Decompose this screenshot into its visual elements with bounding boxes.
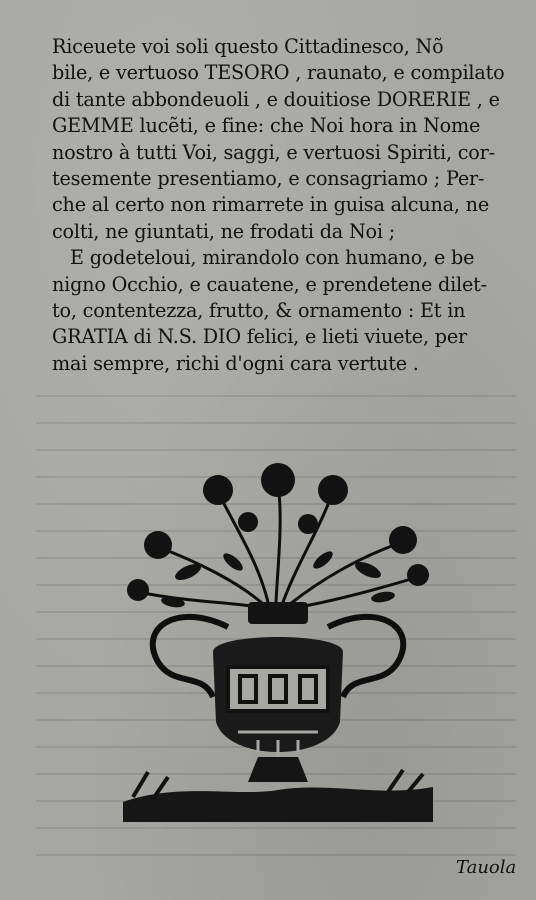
text-line: GRATIA di N.S. DIO felici, e lieti viuete, per — [52, 325, 467, 349]
text-line: nostro à tutti Voi, saggi, e vertuosi Spiriti, cor- — [52, 140, 495, 164]
text-line: che al certo non rimarrete in guisa alcuna, ne — [52, 193, 489, 217]
text-line: to, contentezza, frutto, & ornamento : Et in — [52, 299, 466, 323]
text-line: di tante abbondeuoli , e douitiose DORERIE , e — [52, 87, 500, 111]
text-line: tesemente presentiamo, e consagriamo ; Per- — [52, 167, 485, 191]
vase-woodcut — [118, 452, 438, 832]
body-text — [52, 34, 526, 377]
text-line: Riceuete voi soli questo Cittadinesco, Nõ — [52, 35, 444, 58]
text-line: mai sempre, richi d'ogni cara vertute . — [52, 351, 419, 375]
catchword: Tauola — [456, 857, 517, 878]
text-line: bile, e vertuoso TESORO , raunato, e compilato — [52, 61, 505, 85]
text-line: nigno Occhio, e cauatene, e prendetene dilet- — [52, 272, 487, 296]
text-line: GEMME lucẽti, e fine: che Noi hora in Nome — [52, 114, 481, 138]
text-line: E godeteloui, mirandolo con humano, e be — [70, 246, 475, 270]
text-line: colti, ne giuntati, ne frodati da Noi ; — [52, 219, 395, 243]
